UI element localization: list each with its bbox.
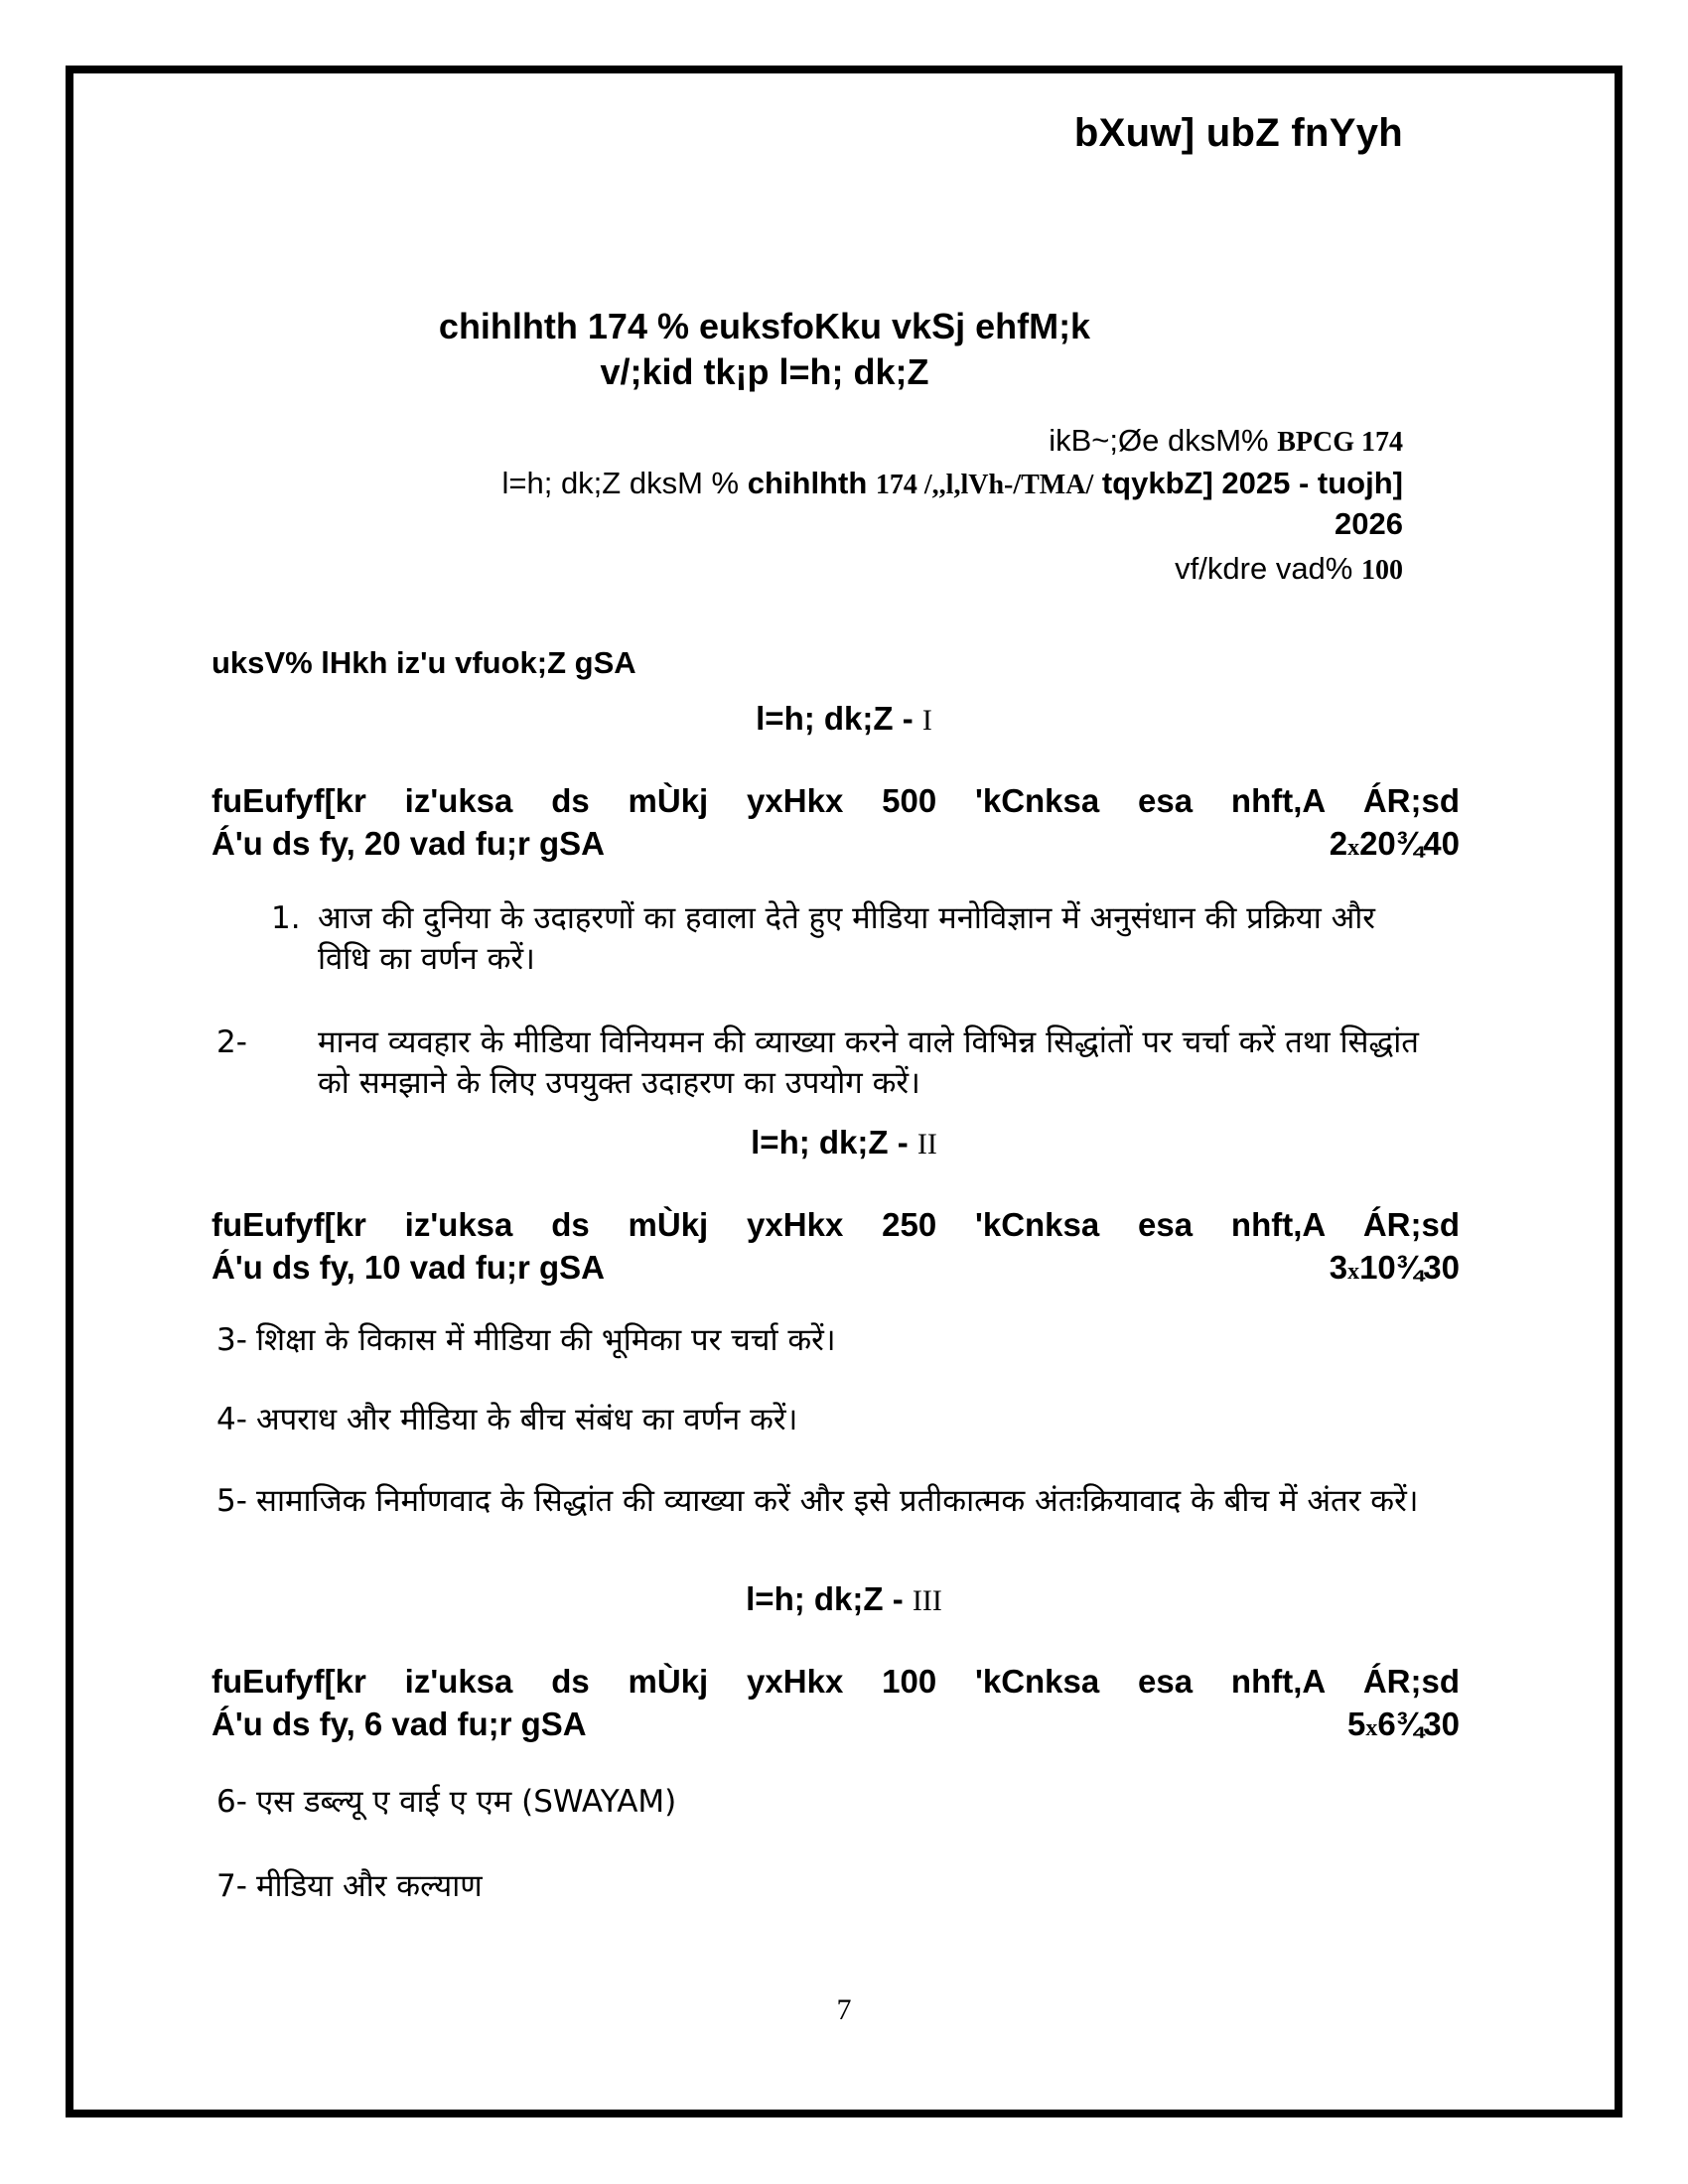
assignment-code xyxy=(501,464,1403,505)
question-number: 2- xyxy=(216,1024,247,1060)
max-marks xyxy=(1175,549,1403,591)
marks-distribution: 5x6¾30 xyxy=(1347,1706,1460,1742)
section-instruction-3 xyxy=(211,1660,1460,1750)
section-heading-label: l=h; dk;Z - xyxy=(756,700,914,737)
course-code-label: ikB~;Øe dksM% xyxy=(1049,423,1269,458)
course-title xyxy=(0,304,1688,395)
instruction-line1: fuEufyf[kr iz'uksa ds mÙkj yxHkx 500 'kCnksa esa nhft,A ÁR;sd xyxy=(211,782,1460,819)
max-marks-label: vf/kdre vad% xyxy=(1175,551,1353,586)
question-number: 7- xyxy=(216,1868,247,1904)
assignment-session: tqykbZ] 2025 - tuojh] xyxy=(1101,466,1403,500)
marks-distribution: 3x10¾30 xyxy=(1329,1249,1460,1286)
question-text: सामाजिक निर्माणवाद के सिद्धांत की व्याख्या करें और इसे प्रतीकात्मक अंतःक्रियावाद के बीच में अंतर करें। xyxy=(256,1483,1419,1519)
section-heading-1 xyxy=(0,700,1688,738)
section-heading-label: l=h; dk;Z - xyxy=(751,1124,909,1160)
instruction-line1: fuEufyf[kr iz'uksa ds mÙkj yxHkx 100 'kCnksa esa nhft,A ÁR;sd xyxy=(211,1663,1460,1700)
assignment-code-label: l=h; dk;Z dksM % xyxy=(501,466,740,500)
section-heading-roman: II xyxy=(916,1128,937,1160)
question-text: एस डब्ल्यू ए वाई ए एम (SWAYAM) xyxy=(256,1784,677,1820)
document-title: bXuw] ubZ fnYyh xyxy=(1073,111,1403,155)
assignment-code-bold: chihlhth xyxy=(747,466,868,500)
section-instruction-1 xyxy=(211,779,1460,870)
instruction-line2: Á'u ds fy, 6 vad fu;r gSA xyxy=(211,1706,587,1742)
question-text: शिक्षा के विकास में मीडिया की भूमिका पर चर्चा करें। xyxy=(256,1322,836,1358)
page-number: 7 xyxy=(836,1993,852,2026)
course-code xyxy=(1049,421,1403,463)
course-title-line2: v/;kid tk¡p l=h; dk;Z xyxy=(600,351,929,392)
instruction-line2: Á'u ds fy, 20 vad fu;r gSA xyxy=(211,825,605,862)
question-text: आज की दुनिया के उदाहरणों का हवाला देते हुए मीडिया मनोविज्ञान में अनुसंधान की प्रक्रिया और विधि का वर्णन करें। xyxy=(318,900,1375,977)
instruction-line1: fuEufyf[kr iz'uksa ds mÙkj yxHkx 250 'kCnksa esa nhft,A ÁR;sd xyxy=(211,1206,1460,1243)
question-text: मानव व्यवहार के मीडिया विनियमन की व्याख्या करने वाले विभिन्न सिद्धांतों पर चर्चा करें तथा सिद्धांत को समझाने के लिए उपयुक्त उदाहरण का उपयोग करें। xyxy=(318,1024,1419,1101)
section-instruction-2 xyxy=(211,1203,1460,1294)
max-marks-value: 100 xyxy=(1361,555,1403,586)
marks-distribution: 2x20¾40 xyxy=(1329,825,1460,862)
question-text: मीडिया और कल्याण xyxy=(256,1868,483,1904)
section-heading-2 xyxy=(0,1124,1688,1161)
section-heading-roman: III xyxy=(912,1584,942,1617)
question-number: 5- xyxy=(216,1483,247,1519)
assignment-session-year: 2026 xyxy=(1335,506,1403,541)
question-number: 6- xyxy=(216,1784,247,1820)
question-number: 3- xyxy=(216,1322,247,1358)
course-code-value: BPCG 174 xyxy=(1277,427,1403,458)
section-heading-label: l=h; dk;Z - xyxy=(746,1580,904,1617)
section-heading-3 xyxy=(0,1580,1688,1618)
instruction-line2: Á'u ds fy, 10 vad fu;r gSA xyxy=(211,1249,605,1286)
question-text: अपराध और मीडिया के बीच संबंध का वर्णन करें। xyxy=(256,1402,798,1437)
course-title-line1: chihlhth 174 % euksfoKku vkSj ehfM;k xyxy=(438,306,1091,346)
question-number: 4- xyxy=(216,1402,247,1437)
question-number: 1. xyxy=(271,900,301,936)
section-heading-roman: I xyxy=(921,704,932,737)
assignment-code-value: 174 /,,l,lVh-/TMA/ xyxy=(875,470,1094,500)
note: uksV% lHkh iz'u vfuok;Z gSA xyxy=(211,645,636,680)
